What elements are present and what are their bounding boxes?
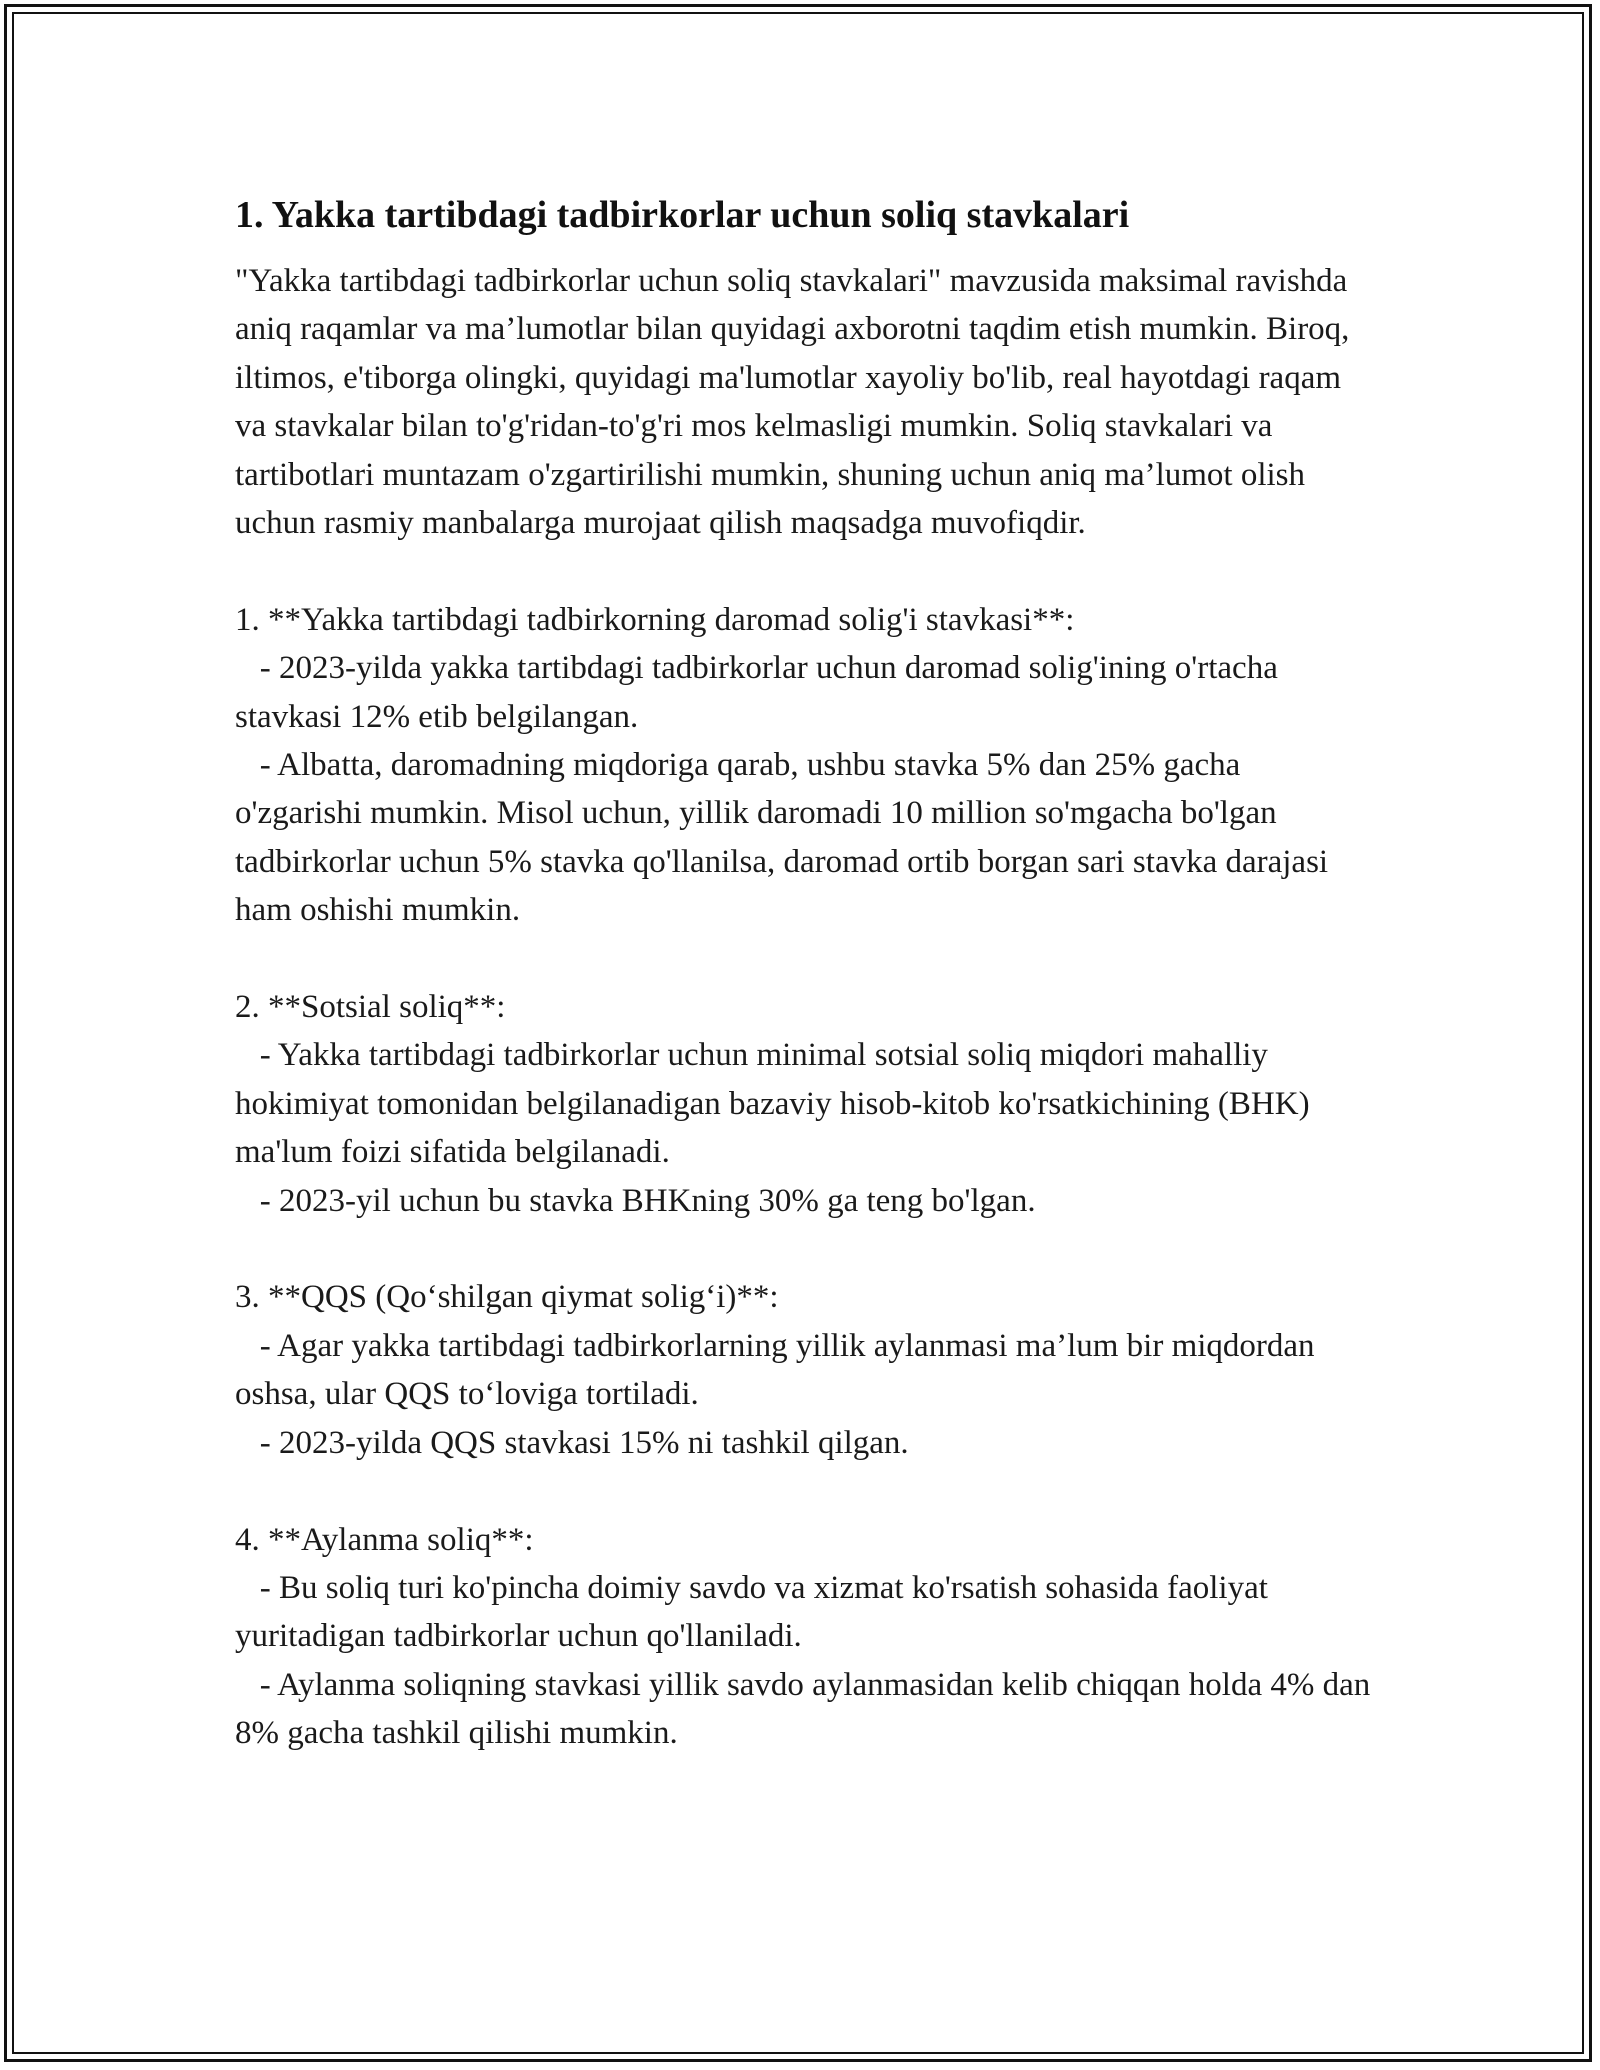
section-item: - Yakka tartibdagi tadbirkorlar uchun minimal sotsial soliq miqdori mahalliy hokimiyat tomonidan belgilanadigan bazaviy hisob-kitob ko'rsatkichining (BHK) ma'lum foizi sifatida belgilanadi. [235, 1037, 1318, 1171]
section-heading: 4. **Aylanma soliq**: [235, 1521, 534, 1558]
section-social-tax [235, 983, 1375, 1225]
document-body [235, 183, 1379, 1806]
section-item: - 2023-yilda yakka tartibdagi tadbirkorlar uchun daromad solig'ining o'rtacha stavkasi 12% etib belgilangan. [235, 650, 1287, 735]
section-heading: 2. **Sotsial soliq**: [235, 989, 506, 1026]
intro-paragraph: "Yakka tartibdagi tadbirkorlar uchun soliq stavkalari" mavzusida maksimal ravishda aniq raqamlar va ma’lumotlar bilan quyidagi axborotni taqdim etish mumkin. Biroq, iltimos, e'tiborga olingki, quyidagi ma'lumotlar xayoliy bo'lib, real hayotdagi raqam va stavkalar bilan to'g'ridan-to'g'ri mos kelmasligi mumkin. Soliq stavkalari va tartibotlari muntazam o'zgartirilishi mumkin, shuning uchun aniq ma’lumot olish uchun rasmiy manbalarga murojaat qilish maqsadga muvofiqdir. [235, 263, 1358, 542]
section-income-tax [235, 596, 1375, 935]
section-item: - Aylanma soliqning stavkasi yillik savdo aylanmasidan kelib chiqqan holda 4% dan 8% gacha tashkil qilishi mumkin. [235, 1666, 1379, 1752]
section-heading: 1. **Yakka tartibdagi tadbirkorning daromad solig'i stavkasi**: [235, 601, 1075, 638]
section-item: - Albatta, daromadning miqdoriga qarab, ushbu stavka 5% dan 25% gacha o'zgarishi mumkin. Misol uchun, yillik daromadi 10 million so'mgacha bo'lgan tadbirkorlar uchun 5% stavka qo'llanilsa, daromad ortib borgan sari stavka darajasi ham oshishi mumkin. [235, 747, 1337, 929]
document-title: 1. Yakka tartibdagi tadbirkorlar uchun soliq stavkalari [235, 194, 1130, 236]
section-heading: 3. **QQS (Qo‘shilgan qiymat solig‘i)**: [235, 1279, 779, 1316]
section-item: - Bu soliq turi ko'pincha doimiy savdo va xizmat ko'rsatish sohasida faoliyat yuritadigan tadbirkorlar uchun qo'llaniladi. [235, 1569, 1277, 1655]
section-item: - Agar yakka tartibdagi tadbirkorlarning yillik aylanmasi ma’lum bir miqdordan oshsa, ular QQS to‘loviga tortiladi. [235, 1327, 1323, 1413]
section-turnover-tax [235, 1516, 1379, 1758]
section-item: - 2023-yilda QQS stavkasi 15% ni tashkil qilgan. [235, 1424, 909, 1461]
section-item: - 2023-yil uchun bu stavka BHKning 30% ga teng bo'lgan. [235, 1182, 1036, 1219]
section-vat [235, 1273, 1375, 1467]
